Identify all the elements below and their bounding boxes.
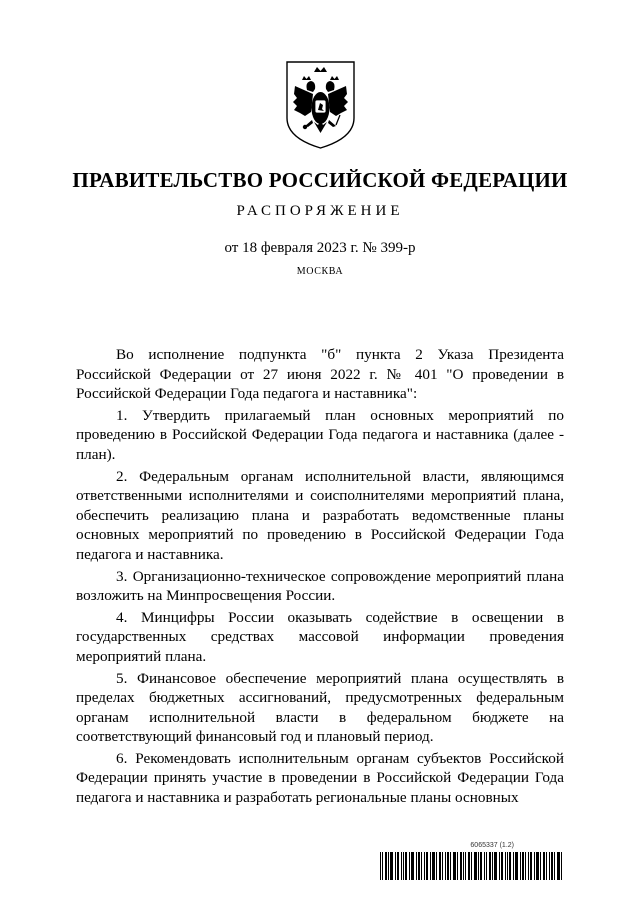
preamble-paragraph: Во исполнение подпункта "б" пункта 2 Указа Президента Российской Федерации от 27 июня 2022 г. № 401 "О проведении в Российской Федерации Года педагога и наставника": <box>76 346 564 403</box>
barcode-code: 6065337 (1.2) <box>470 842 514 849</box>
item-1-paragraph: 1. Утвердить прилагаемый план основных мероприятий по проведению в Российской Федерации Года педагога и наставника (далее - план). <box>76 406 564 463</box>
eagle-tail-icon <box>314 121 327 133</box>
eagle-right-head-icon <box>326 81 335 92</box>
document-date-number: от 18 февраля 2023 г. № 399-р <box>224 240 416 256</box>
sceptre-icon <box>336 115 340 125</box>
item-6-paragraph: 6. Рекомендовать исполнительным органам субъектов Российской Федерации принять участие в проведении в Российской Федерации Года педагога и наставника и разработать региональные планы основных <box>76 749 564 807</box>
orb-icon <box>303 125 307 129</box>
crown-icon <box>314 67 327 72</box>
item-4-paragraph: 4. Минцифры России оказывать содействие в освещении в государственных средствах массовой информации проведения мероприятий плана. <box>76 608 564 665</box>
barcode-icon <box>379 852 564 880</box>
document-city: МОСКВА <box>296 266 344 277</box>
small-crown-left-icon <box>302 76 311 80</box>
small-crown-right-icon <box>330 76 339 80</box>
item-3-paragraph: 3. Организационно-техническое сопровождение мероприятий плана возложить на Минпросвещения России. <box>76 567 564 605</box>
coat-of-arms-emblem <box>283 60 358 150</box>
item-2-paragraph: 2. Федеральным органам исполнительной власти, являющимся ответственными исполнителями и соисполнителями мероприятий плана, обеспечить реализацию плана и разработать ведомственные планы основных мероприятий по проведению в Российской Федерации Года педагога и наставника. <box>76 467 564 563</box>
eagle-left-head-icon <box>307 81 316 92</box>
document-type: РАСПОРЯЖЕНИЕ <box>236 203 404 219</box>
government-title: ПРАВИТЕЛЬСТВО РОССИЙСКОЙ ФЕДЕРАЦИИ <box>72 168 568 192</box>
item-5-paragraph: 5. Финансовое обеспечение мероприятий плана осуществлять в пределах бюджетных ассигнований, предусмотренных федеральным органам исполнительной власти в федеральном бюджете на соответствующий финансовый год и плановый период. <box>76 669 564 746</box>
document-body <box>76 345 564 808</box>
eagle-right-leg-icon <box>328 120 336 127</box>
barcode-block <box>379 842 564 882</box>
